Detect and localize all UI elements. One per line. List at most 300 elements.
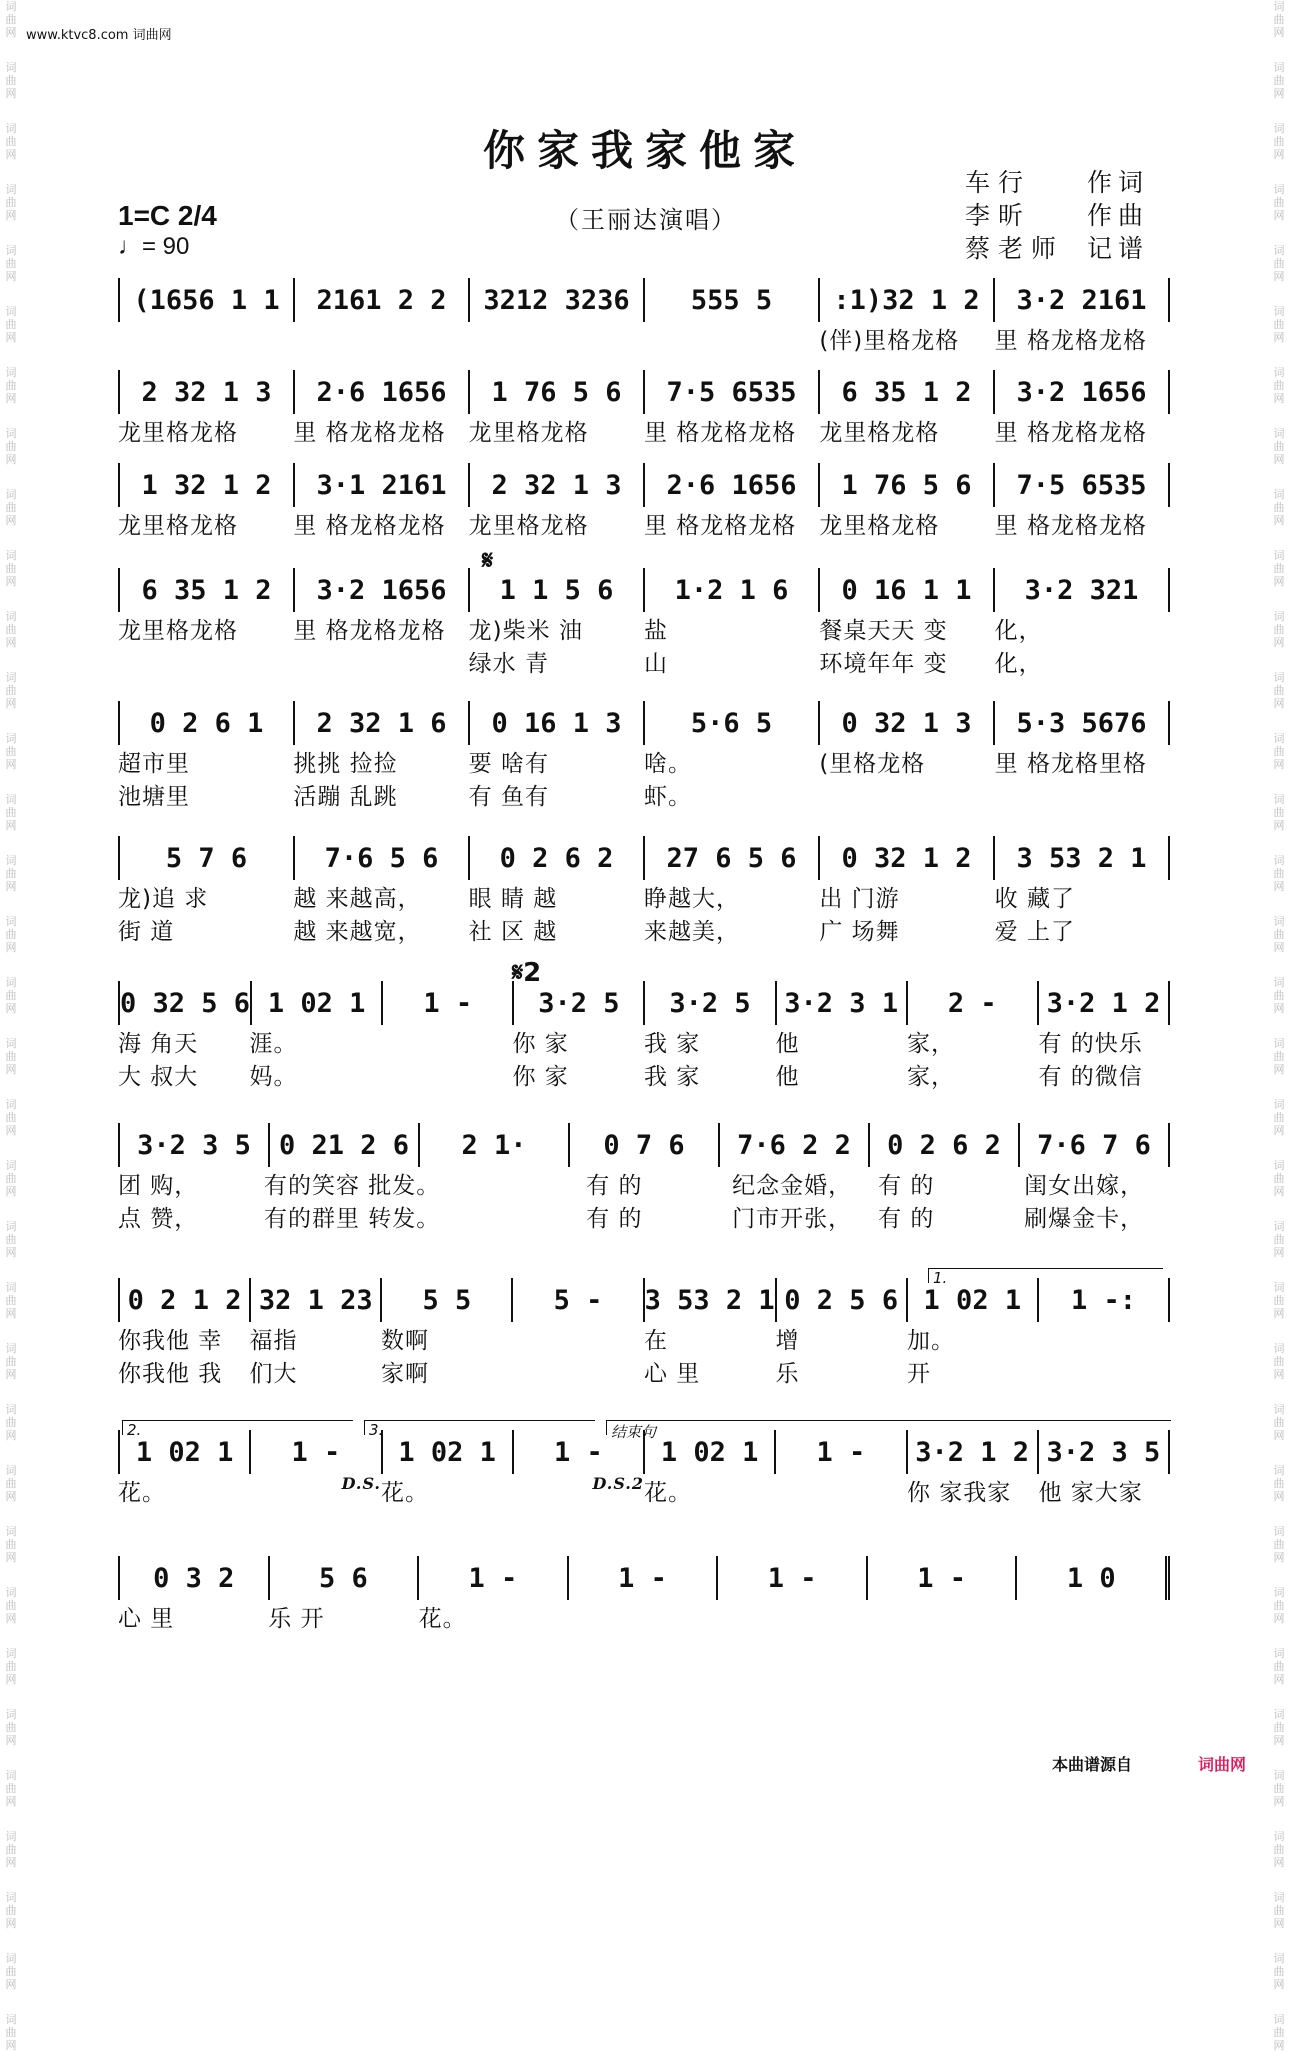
credit-lyricist: 车 行 作词 [965,168,1150,197]
measure: 2 32 1 3 [120,370,295,414]
side-watermark-text: 词曲网 [1273,305,1285,344]
lyric-text: 有 的微信 [1038,1064,1143,1090]
measure: 0 2 6 2 [470,836,645,880]
side-watermark-text: 词曲网 [1273,1525,1285,1564]
lyric-text: 在 [644,1328,668,1354]
side-watermark-text: 词曲网 [1273,366,1285,405]
measure: 1·2 1 6 [645,568,820,612]
measure: 3·2 321 [995,568,1170,612]
side-watermark-text: 词曲网 [5,61,17,100]
lyric-text [719,1600,869,1633]
lyric-text: 大 叔大 [118,1064,199,1090]
lyric-text: 纪念金婚， [732,1173,853,1199]
side-watermark-text: 词曲网 [5,1281,17,1320]
lyric-text [440,1167,586,1200]
side-watermark-text: 词曲网 [1273,1342,1285,1381]
volta-ending: 结束句 [606,1420,1171,1435]
measure: 7·6 5 6 [295,836,470,880]
watermark-url: www.ktvc8.com 词曲网 [26,28,172,43]
lyric-text: 心 里 [644,1361,701,1387]
lyric-text [293,645,468,678]
tempo-marking: ♩= 90 [118,233,190,260]
lyric-text: 越 来越宽， [293,919,422,945]
lyrics-row-verse-1 [118,1474,1170,1507]
measure: 1 02 1 [383,1430,514,1474]
lyric-text: 数啊 [381,1328,429,1354]
side-watermark-text: 词曲网 [1273,0,1285,39]
footer-site-link[interactable]: 词曲网 [1198,1755,1247,1774]
measure: 0 2 6 2 [870,1123,1020,1167]
lyric-text: 龙里格龙格 [819,513,940,539]
lyric-text: 龙里格龙格 [118,513,238,539]
measure: 1 1 5 6 [470,568,645,612]
measure: 1 - [419,1556,569,1600]
notes-row [118,1278,1170,1322]
measure: 1 02 1 [120,1430,251,1474]
lyric-text: 我 家 [644,1031,701,1057]
lyric-text: 里 格龙格龙格 [994,420,1147,446]
side-watermark-text: 词曲网 [5,427,17,466]
side-watermark-text: 词曲网 [5,2013,17,2052]
lyric-text: 你 家我家 [907,1480,1012,1506]
side-watermark-text: 词曲网 [5,244,17,283]
lyric-text: (伴)里格龙格 [819,328,960,354]
lyric-text [381,1058,513,1091]
side-watermark-text: 词曲网 [1273,1647,1285,1686]
side-watermark-text: 词曲网 [1273,122,1285,161]
lyric-text: 有 的 [878,1173,935,1199]
side-watermark-text: 词曲网 [5,854,17,893]
measure: 3·2 1656 [295,568,470,612]
lyric-text: 出 门游 [819,886,900,912]
lyric-text [869,1600,1019,1633]
side-watermark-text: 词曲网 [5,1342,17,1381]
side-watermark-text: 词曲网 [1273,1464,1285,1503]
lyric-text: 广 场舞 [819,919,900,945]
lyric-text: 里 格龙格龙格 [293,618,446,644]
lyrics-row-verse-1 [118,1025,1170,1058]
measure: 3·2 1656 [995,370,1170,414]
lyric-text: 街 道 [118,919,175,945]
notes-row [118,836,1170,880]
measure: 0 16 1 1 [820,568,995,612]
measure: 1 02 1 [908,1278,1039,1322]
side-watermark-text: 词曲网 [5,183,17,222]
score-system [118,701,1170,811]
lyric-text: 你 家 [512,1031,569,1057]
key-signature: 1=C 2/4 [118,200,217,231]
credit-transcriber: 蔡 老 师 记谱 [965,234,1150,263]
side-watermark-text: 词曲网 [5,549,17,588]
measure: 3·2 3 5 [120,1123,270,1167]
lyric-text: 龙里格龙格 [468,420,589,446]
lyric-text: D.S.2 [592,1474,644,1493]
lyric-text: 海 角天 [118,1031,199,1057]
side-watermark-text: 词曲网 [5,122,17,161]
notes-row [118,701,1170,745]
measure: 6 35 1 2 [120,568,295,612]
lyric-text: 眼 睛 越 [468,886,558,912]
lyric-text: 啥。 [643,751,692,777]
measure: 3·2 1 2 [908,1430,1039,1474]
measure: 2 32 1 3 [470,463,645,507]
measure: 27 6 5 6 [645,836,820,880]
side-watermark-text: 词曲网 [1273,793,1285,832]
lyric-text [995,778,1170,811]
notes-row [118,1123,1170,1167]
lyric-text: 收 藏了 [994,886,1075,912]
lyric-text: 涯。 [249,1031,298,1057]
side-watermark-text: 词曲网 [5,366,17,405]
score-system [118,981,1170,1091]
lyric-text: 你我他 我 [118,1361,223,1387]
measure: 3 53 2 1 [995,836,1170,880]
lyrics-row-verse-1 [118,612,1170,645]
lyric-text: 龙)追 求 [118,886,209,912]
side-watermark-text: 词曲网 [1273,1769,1285,1808]
lyric-text [469,322,644,355]
measure: 7·6 2 2 [720,1123,870,1167]
measure: 1 32 1 2 [120,463,295,507]
side-watermark-text: 词曲网 [1273,183,1285,222]
measure: 3·2 5 [645,981,776,1025]
lyric-text: 心 里 [118,1606,175,1632]
lyric-text: 花。 [118,1480,166,1506]
measure: 3·2 5 [514,981,645,1025]
lyric-text: 闺女出嫁， [1024,1173,1145,1199]
side-watermark-text: 词曲网 [5,1403,17,1442]
lyric-text: 家啊 [381,1361,429,1387]
measure: 5 7 6 [120,836,295,880]
measure: 5·6 5 [645,701,820,745]
measure: 7·5 6535 [995,463,1170,507]
lyric-text: 里 格龙格龙格 [994,328,1147,354]
measure: 1 - [569,1556,719,1600]
measure: 3·2 3 5 [1039,1430,1170,1474]
side-watermark-text: 词曲网 [1273,1891,1285,1930]
lyric-text: 环境年年 变 [819,651,948,677]
side-watermark-text: 词曲网 [5,1830,17,1869]
lyric-text: 们大 [249,1361,298,1387]
lyric-text: 家， [907,1031,955,1057]
measure: 0 32 5 6 [120,981,252,1025]
side-watermark-text: 词曲网 [5,1586,17,1625]
measure: 1 02 1 [645,1430,776,1474]
lyric-text: 龙里格龙格 [819,420,940,446]
side-watermark-text: 词曲网 [5,732,17,771]
side-watermark-text: 词曲网 [5,671,17,710]
lyrics-row-verse-2 [118,1355,1170,1388]
measure: 2·6 1656 [645,463,820,507]
measure: 5 5 [382,1278,513,1322]
score-system [118,1123,1170,1233]
side-watermark-text: 词曲网 [5,1220,17,1259]
measure: 7·6 7 6 [1020,1123,1170,1167]
lyric-text: 有 的快乐 [1038,1031,1143,1057]
score-system [118,463,1170,540]
side-watermark-text: 词曲网 [1273,610,1285,649]
side-watermark-text: 词曲网 [5,1769,17,1808]
credits [965,166,1149,265]
notes-row [118,1556,1170,1600]
lyric-text: 里 格龙格龙格 [643,513,797,539]
lyric-text: 里 格龙格龙格 [293,420,446,446]
measure: 3·2 1 2 [1039,981,1170,1025]
measure: 1 -: [1039,1278,1170,1322]
lyric-text: 山 [643,651,668,677]
side-watermark-text: 词曲网 [5,793,17,832]
measure: 3·2 3 1 [777,981,908,1025]
notes-row [118,568,1170,612]
lyric-text [1039,1322,1171,1355]
lyric-text: 家， [907,1064,955,1090]
lyric-text [1039,1355,1171,1388]
side-watermark-text: 词曲网 [5,1464,17,1503]
lyric-text: 活蹦 乱跳 [293,784,398,810]
measure: 3·1 2161 [295,463,470,507]
measure: 2·6 1656 [295,370,470,414]
side-watermark-text: 词曲网 [1273,1586,1285,1625]
lyric-text: 增 [775,1328,800,1354]
measure: 5·3 5676 [995,701,1170,745]
side-watermark-text: 词曲网 [5,488,17,527]
lyric-text: 乐 [775,1361,800,1387]
side-watermark-text: 词曲网 [5,1037,17,1076]
side-watermark-right [1268,0,1290,2052]
lyric-text: 开 [907,1361,931,1387]
lyric-text: D.S. [341,1474,381,1493]
credit-composer: 李 昕 作曲 [965,201,1150,230]
side-watermark-text: 词曲网 [5,1159,17,1198]
lyric-text [1020,1600,1170,1633]
side-watermark-text: 词曲网 [1273,61,1285,100]
score-system [118,1278,1170,1388]
measure: 0 2 1 2 [120,1278,251,1322]
notes-row [118,370,1170,414]
lyric-text [118,645,293,678]
song-title: 你家我家他家 [482,126,807,175]
lyrics-row-verse-1 [118,745,1170,778]
segno-2-sign: 𝄋2 [512,958,542,988]
lyric-text: 来越美， [643,919,740,945]
score-system [118,836,1170,946]
measure: 1 02 1 [252,981,383,1025]
lyrics-row-verse-1 [118,1600,1170,1633]
lyric-text [569,1600,719,1633]
measure: 1 - [514,1430,645,1474]
measure: 1 0 [1017,1556,1170,1600]
lyrics-row-verse-2 [118,778,1170,811]
side-watermark-text: 词曲网 [5,1708,17,1747]
side-watermark-text: 词曲网 [1273,1037,1285,1076]
lyrics-row-verse-2 [118,645,1170,678]
lyrics-row-verse-1 [118,322,1170,355]
lyric-text: 里 格龙格龙格 [643,420,797,446]
lyric-text [440,1200,586,1233]
lyric-text: 超市里 [118,751,190,777]
side-watermark-text: 词曲网 [5,610,17,649]
side-watermark-text: 词曲网 [5,1647,17,1686]
side-watermark-text: 词曲网 [1273,854,1285,893]
lyric-text: 池塘里 [118,784,190,810]
side-watermark-text: 词曲网 [1273,671,1285,710]
measure: 0 2 6 1 [120,701,295,745]
measure: 0 21 2 6 [270,1123,420,1167]
lyric-text [776,1474,908,1507]
measure: 5 - [513,1278,644,1322]
measure: :1)32 1 2 [820,278,995,322]
lyric-text [513,1355,645,1388]
lyrics-row-verse-2 [118,1058,1170,1091]
lyric-text: 爱 上了 [994,919,1075,945]
measure: 7·5 6535 [645,370,820,414]
side-watermark-text: 词曲网 [1273,427,1285,466]
measure: 32 1 23 [251,1278,382,1322]
measure: 0 32 1 3 [820,701,995,745]
lyric-text [644,322,819,355]
lyrics-row-verse-1 [118,1322,1170,1355]
measure: 0 32 1 2 [820,836,995,880]
score-system [118,568,1170,678]
lyric-text: 花。 [418,1606,467,1632]
measure: 0 7 6 [570,1123,720,1167]
volta-3: 3. [364,1420,595,1435]
lyric-text: 妈。 [249,1064,298,1090]
side-watermark-text: 词曲网 [5,1891,17,1930]
lyrics-row-verse-1 [118,507,1170,540]
side-watermark-text: 词曲网 [5,0,17,39]
lyric-text: 我 家 [644,1064,701,1090]
side-watermark-text: 词曲网 [5,1952,17,1991]
lyric-text: 他 [775,1064,800,1090]
measure: 3·2 2161 [995,278,1170,322]
lyric-text: 龙里格龙格 [468,513,589,539]
lyric-text: 乐 开 [268,1606,325,1632]
score-system [118,278,1170,355]
lyric-text: 里 格龙格龙格 [293,513,446,539]
measure: 2161 2 2 [295,278,470,322]
notes-row [118,463,1170,507]
lyric-text: 绿水 青 [468,651,549,677]
lyric-text: 睁越大， [643,886,740,912]
lyric-text: 你我他 幸 [118,1328,223,1354]
lyrics-row-verse-2 [118,1200,1170,1233]
side-watermark-text: 词曲网 [5,305,17,344]
side-watermark-text: 词曲网 [1273,1159,1285,1198]
measure: 2 1· [420,1123,570,1167]
lyric-text: (里格龙格 [819,751,926,777]
score-system [118,1430,1170,1507]
lyric-text: 有的笑容 批发。 [263,1173,441,1199]
lyrics-row-verse-1 [118,414,1170,447]
side-watermark-left [0,0,22,2052]
lyric-text: 里 格龙格龙格 [994,513,1147,539]
side-watermark-text: 词曲网 [1273,549,1285,588]
lyric-text: 化， [994,618,1043,644]
lyric-text [819,778,994,811]
footer-source: 本曲谱源自 [1052,1755,1133,1774]
notes-row [118,278,1170,322]
measure: 3212 3236 [470,278,645,322]
lyric-text: 门市开张， [732,1206,853,1232]
side-watermark-text: 词曲网 [1273,244,1285,283]
side-watermark-text: 词曲网 [1273,976,1285,1015]
side-watermark-text: 词曲网 [1273,488,1285,527]
measure: 0 3 2 [120,1556,270,1600]
side-watermark-text: 词曲网 [1273,1098,1285,1137]
side-watermark-text: 词曲网 [1273,732,1285,771]
volta-1: 1. [928,1268,1163,1283]
measure: 0 2 5 6 [777,1278,908,1322]
side-watermark-text: 词曲网 [1273,1830,1285,1869]
lyric-text: 龙里格龙格 [118,618,238,644]
lyric-text: 社 区 越 [468,919,558,945]
lyric-text [513,1322,645,1355]
lyric-text: 加。 [907,1328,955,1354]
side-watermark-text: 词曲网 [1273,2013,1285,2052]
measure: 6 35 1 2 [820,370,995,414]
lyrics-row-verse-2 [118,913,1170,946]
score-system [118,370,1170,447]
lyric-text: 花。 [381,1480,429,1506]
lyric-text: 有 鱼有 [468,784,549,810]
lyric-text: 刷爆金卡， [1024,1206,1145,1232]
side-watermark-text: 词曲网 [5,1525,17,1564]
lyric-text: 有的群里 转发。 [263,1206,441,1232]
lyric-text: 龙)柴米 油 [468,618,583,644]
lyric-text: 盐 [643,618,668,644]
lyrics-row-verse-1 [118,1167,1170,1200]
lyric-text: 虾。 [643,784,692,810]
side-watermark-text: 词曲网 [5,1098,17,1137]
lyric-text: 有 的 [586,1173,643,1199]
measure: 1 - [868,1556,1018,1600]
measure: 5 6 [270,1556,420,1600]
lyric-text: 有 的 [586,1206,643,1232]
lyric-text: 餐桌天天 变 [819,618,948,644]
lyric-text: 福指 [249,1328,298,1354]
lyric-text: 越 来越高， [293,886,422,912]
lyric-text: 有 的 [878,1206,935,1232]
lyric-text: 点 赞， [118,1206,199,1232]
measure: 1 76 5 6 [820,463,995,507]
side-watermark-text: 词曲网 [1273,1403,1285,1442]
measure: 2 32 1 6 [295,701,470,745]
lyric-text: 里 格龙格里格 [994,751,1147,777]
measure: 555 5 [645,278,820,322]
measure: 1 - [383,981,514,1025]
measure: 3 53 2 1 [645,1278,777,1322]
score-system [118,1556,1170,1633]
lyric-text [118,322,293,355]
measure: 0 16 1 3 [470,701,645,745]
measure: 2 - [908,981,1039,1025]
lyric-text [293,322,468,355]
measure: 1 - [251,1430,382,1474]
side-watermark-text: 词曲网 [1273,1220,1285,1259]
lyric-text: 你 家 [512,1064,569,1090]
measure: 1 - [718,1556,868,1600]
side-watermark-text: 词曲网 [1273,1281,1285,1320]
side-watermark-text: 词曲网 [5,915,17,954]
lyric-text: 团 购， [118,1173,199,1199]
lyric-text: 他 [775,1031,800,1057]
measure: (1656 1 1 [120,278,295,322]
lyric-text: 要 啥有 [468,751,549,777]
segno-sign: 𝄋 [482,546,494,576]
lyrics-row-verse-1 [118,880,1170,913]
volta-2: 2. [122,1420,353,1435]
